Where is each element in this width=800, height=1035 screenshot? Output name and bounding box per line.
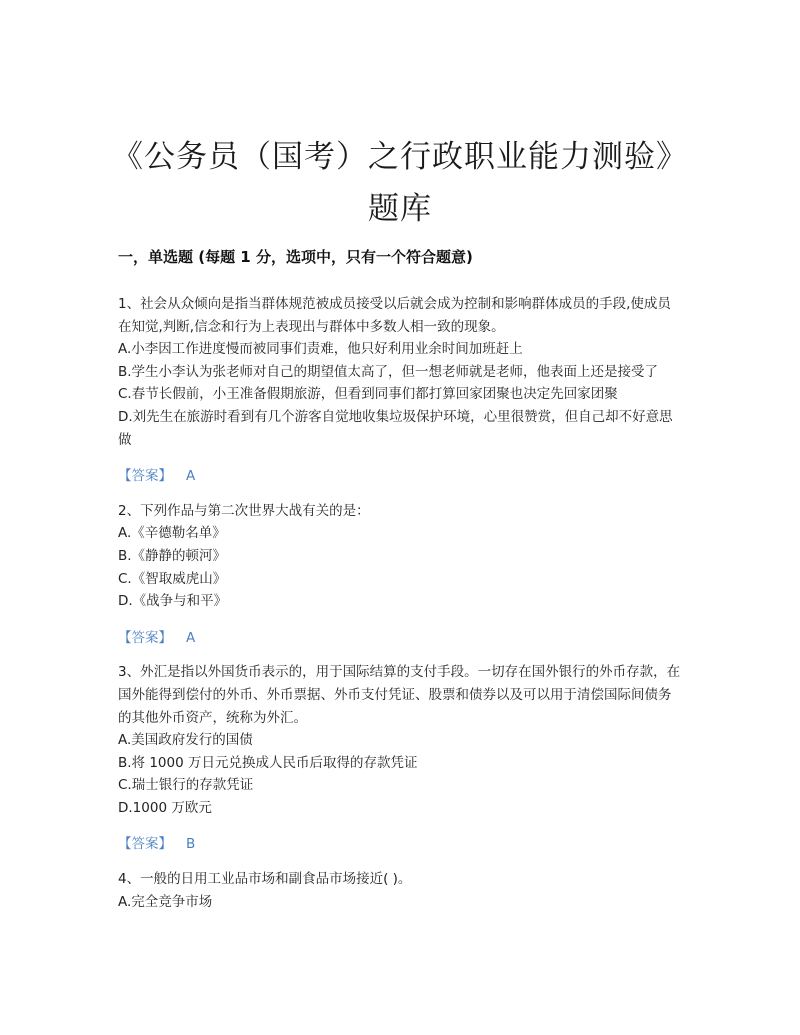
question-text: 3、外汇是指以外国货币表示的，用于国际结算的支付手段。一切存在国外银行的外币存款，在国外能得到偿付的外币、外币票据、外币支付凭证、股票和债券以及可以用于清偿国际间债务的其他外币资产，统称为外汇。 bbox=[118, 664, 681, 726]
answer-label: 【答案】 bbox=[118, 468, 172, 485]
question-text: 4、一般的日用工业品市场和副食品市场接近( )。 bbox=[118, 871, 412, 888]
answer-row bbox=[118, 465, 684, 488]
question-text: 2、下列作品与第二次世界大战有关的是： bbox=[118, 502, 370, 519]
option-b: B.将 1000 万日元兑换成人民币后取得的存款凭证 bbox=[118, 754, 418, 771]
question-2 bbox=[118, 500, 684, 650]
option-a: A.美国政府发行的国债 bbox=[118, 732, 253, 749]
option-a: A.《辛德勒名单》 bbox=[118, 525, 226, 542]
answer-label: 【答案】 bbox=[118, 836, 172, 853]
option-a: A.完全竞争市场 bbox=[118, 893, 213, 910]
option-c: C.瑞士银行的存款凭证 bbox=[118, 777, 254, 794]
option-d: D.《战争与和平》 bbox=[118, 593, 228, 610]
option-d: D.1000 万欧元 bbox=[118, 799, 212, 816]
option-c: C.《智取威虎山》 bbox=[118, 570, 227, 587]
section-heading: 一，单选题 (每题 1 分，选项中，只有一个符合题意) bbox=[118, 248, 473, 266]
answer-row bbox=[118, 833, 684, 856]
answer-value: B bbox=[186, 836, 196, 853]
option-b: B.学生小李认为张老师对自己的期望值太高了，但一想老师就是老师，他表面上还是接受了 bbox=[118, 363, 659, 380]
answer-row bbox=[118, 627, 684, 650]
option-b: B.《静静的顿河》 bbox=[118, 547, 227, 564]
answer-value: A bbox=[186, 629, 196, 646]
answer-value: A bbox=[186, 468, 196, 485]
question-4 bbox=[118, 868, 684, 913]
option-c: C.春节长假前，小王准备假期旅游，但看到同事们都打算回家团聚也决定先回家团聚 bbox=[118, 386, 618, 403]
question-3 bbox=[118, 661, 684, 856]
question-text: 1、社会从众倾向是指当群体规范被成员接受以后就会成为控制和影响群体成员的手段,使成员在知觉,判断,信念和行为上表现出与群体中多数人相一致的现象。 bbox=[118, 296, 671, 335]
question-1 bbox=[118, 293, 684, 488]
question-list bbox=[118, 293, 684, 913]
answer-label: 【答案】 bbox=[118, 629, 172, 646]
page-title: 《公务员（国考）之行政职业能力测验》题库 bbox=[112, 138, 688, 227]
option-a: A.小李因工作进度慢而被同事们责难，他只好利用业余时间加班赶上 bbox=[118, 341, 523, 358]
option-d: D.刘先生在旅游时看到有几个游客自觉地收集垃圾保护环境，心里很赞赏，但自己却不好意思做 bbox=[118, 408, 673, 448]
